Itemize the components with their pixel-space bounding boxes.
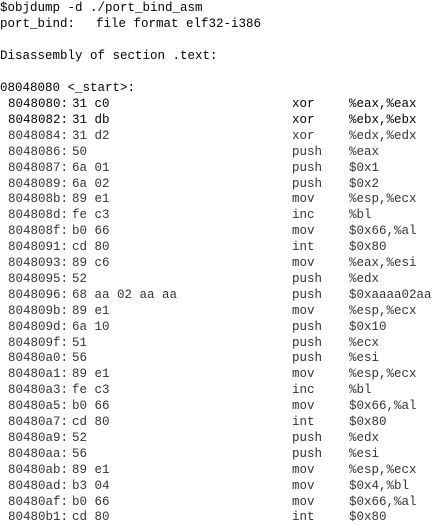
instruction-operands: $0x80 (349, 240, 387, 255)
instruction-bytes: 31 db (72, 112, 110, 127)
instruction-bytes: 56 (72, 351, 88, 366)
instruction-operands: $0x10 (349, 319, 387, 334)
instruction-address: 804809d: (8, 319, 69, 334)
instruction-operands: $0x80 (349, 510, 387, 525)
instruction-operands: %ecx (349, 335, 380, 350)
instruction-operands: %edx,%edx (349, 128, 417, 143)
instruction-bytes: 6a 01 (72, 160, 110, 175)
instruction-address: 80480a7: (8, 415, 69, 429)
instruction-operands: %esi (349, 351, 380, 366)
instruction-mnemonic: inc (292, 383, 315, 398)
instruction-bytes: 89 e1 (72, 192, 110, 207)
instruction-bytes: 89 c6 (72, 256, 110, 270)
instruction-address: 8048096: (8, 287, 69, 302)
instruction-bytes: b3 04 (72, 478, 110, 493)
instruction-mnemonic: mov (292, 478, 315, 493)
instruction-bytes: cd 80 (72, 510, 110, 525)
instruction-address: 80480a3: (8, 383, 69, 398)
instruction-address: 80480ad: (8, 478, 69, 493)
instruction-bytes: cd 80 (72, 240, 110, 255)
instruction-address: 8048087: (8, 160, 69, 175)
instruction-operands: %edx (349, 430, 380, 445)
instruction-address: 80480b1: (8, 510, 69, 525)
instruction-mnemonic: mov (292, 399, 315, 414)
instruction-mnemonic: push (292, 271, 323, 286)
instruction-operands: $0xaaaa02aa (349, 287, 432, 302)
instruction-address: 8048084: (8, 128, 69, 143)
instruction-address: 8048095: (8, 271, 69, 286)
instruction-operands: %ebx,%ebx (349, 112, 417, 127)
instruction-operands: $0x66,%al (349, 399, 417, 414)
instruction-mnemonic: push (292, 335, 323, 350)
instruction-bytes: b0 66 (72, 494, 110, 509)
instruction-address: 804809b: (8, 303, 69, 318)
instruction-address: 80480aa: (8, 446, 69, 461)
instruction-address: 8048080: (8, 97, 69, 111)
instruction-operands: $0x2 (349, 176, 380, 191)
instruction-operands: $0x80 (349, 415, 387, 429)
instruction-operands: %esp,%ecx (349, 462, 417, 477)
instruction-mnemonic: int (292, 415, 315, 429)
instruction-operands: %esp,%ecx (349, 192, 417, 207)
instruction-address: 804809f: (8, 335, 69, 350)
instruction-bytes: 51 (72, 335, 88, 350)
instruction-mnemonic: push (292, 430, 323, 445)
instruction-mnemonic: inc (292, 208, 315, 223)
command-line (0, 0, 203, 16)
instruction-mnemonic: int (292, 510, 315, 525)
instruction-address: 804808d: (8, 208, 69, 223)
instruction-bytes: 68 aa 02 aa aa (72, 287, 178, 302)
instruction-bytes: 89 e1 (72, 367, 110, 382)
instruction-mnemonic: xor (292, 112, 315, 127)
instruction-address: 80480a5: (8, 399, 69, 414)
instruction-operands: %bl (349, 208, 372, 223)
instruction-mnemonic: mov (292, 462, 315, 477)
instruction-mnemonic: mov (292, 367, 315, 382)
instruction-bytes: 52 (72, 271, 88, 286)
instruction-address: 8048082: (8, 112, 69, 127)
instruction-operands: $0x66,%al (349, 494, 417, 509)
instruction-address: 80480a0: (8, 351, 69, 366)
instruction-operands: %edx (349, 271, 380, 286)
instruction-address: 8048089: (8, 176, 69, 191)
symbol-heading (0, 80, 136, 96)
instruction-operands: %esp,%ecx (349, 367, 417, 382)
instruction-bytes: 6a 02 (72, 176, 110, 191)
instruction-mnemonic: xor (292, 97, 315, 111)
instruction-address: 80480af: (8, 494, 69, 509)
instruction-address: 80480a1: (8, 367, 69, 382)
instruction-operands: %esi (349, 446, 380, 461)
section-heading (0, 48, 218, 64)
instruction-address: 804808b: (8, 192, 69, 207)
section-text: Disassembly of section .text: (0, 49, 218, 63)
instruction-address: 8048091: (8, 240, 69, 255)
instruction-bytes: 31 d2 (72, 128, 110, 143)
instruction-bytes: 6a 10 (72, 319, 110, 334)
instruction-operands: $0x66,%al (349, 224, 417, 239)
instruction-operands: %esp,%ecx (349, 303, 417, 318)
instruction-mnemonic: mov (292, 303, 315, 318)
file-label: port_bind: (0, 17, 76, 31)
instruction-operands: $0x1 (349, 160, 380, 175)
instruction-mnemonic: mov (292, 192, 315, 207)
instruction-bytes: fe c3 (72, 208, 110, 223)
file-format-line (0, 16, 262, 32)
instruction-bytes: 56 (72, 446, 88, 461)
instruction-address: 8048093: (8, 256, 69, 270)
instruction-bytes: cd 80 (72, 415, 110, 429)
instruction-mnemonic: mov (292, 494, 315, 509)
instruction-mnemonic: int (292, 240, 315, 255)
instruction-mnemonic: push (292, 160, 323, 175)
instruction-bytes: b0 66 (72, 399, 110, 414)
instruction-operands: %eax,%esi (349, 256, 417, 270)
instruction-mnemonic: push (292, 351, 323, 366)
symbol-text: 08048080 <_start>: (0, 81, 136, 95)
command-text: $objdump -d ./port_bind_asm (0, 1, 203, 15)
instruction-bytes: b0 66 (72, 224, 110, 239)
instruction-bytes: fe c3 (72, 383, 110, 398)
instruction-bytes: 52 (72, 430, 88, 445)
instruction-address: 804808f: (8, 224, 69, 239)
instruction-mnemonic: mov (292, 224, 315, 239)
instruction-mnemonic: xor (292, 128, 315, 143)
instruction-mnemonic: mov (292, 256, 315, 270)
instruction-bytes: 50 (72, 144, 88, 159)
instruction-mnemonic: push (292, 176, 323, 191)
instruction-mnemonic: push (292, 446, 323, 461)
instruction-address: 80480ab: (8, 462, 69, 477)
instruction-operands: %eax,%eax (349, 97, 417, 111)
instruction-operands: $0x4,%bl (349, 478, 410, 493)
instruction-bytes: 89 e1 (72, 462, 110, 477)
instruction-mnemonic: push (292, 144, 323, 159)
instruction-bytes: 89 e1 (72, 303, 110, 318)
instruction-bytes: 31 c0 (72, 97, 110, 111)
instruction-operands: %bl (349, 383, 372, 398)
instruction-operands: %eax (349, 144, 380, 159)
instruction-address: 80480a9: (8, 430, 69, 445)
instruction-mnemonic: push (292, 319, 323, 334)
instruction-mnemonic: push (292, 287, 323, 302)
instruction-address: 8048086: (8, 144, 69, 159)
file-format-text: file format elf32-i386 (96, 17, 262, 31)
